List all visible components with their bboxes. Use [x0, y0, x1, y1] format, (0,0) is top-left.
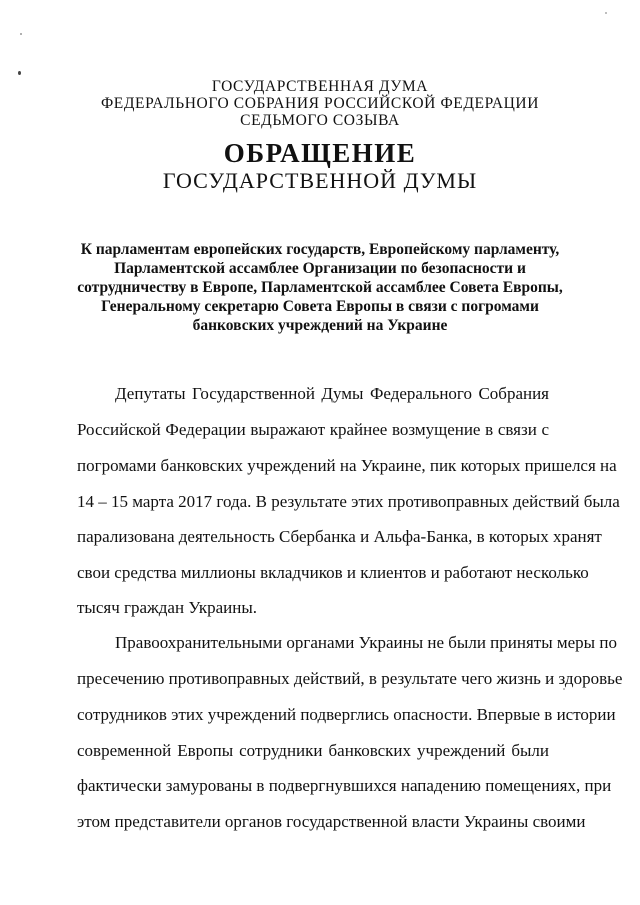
- body-line: современной Европы сотрудники банковских учреждений были: [77, 741, 549, 760]
- body-line: Депутаты Государственной Думы Федерального Собрания: [115, 384, 549, 403]
- body-line: свои средства миллионы вкладчиков и клиентов и работают несколько: [77, 563, 589, 582]
- body-line: тысяч граждан Украины.: [77, 598, 258, 617]
- document-subtitle: ГОСУДАРСТВЕННОЙ ДУМЫ: [162, 168, 478, 193]
- body-line: пресечению противоправных действий, в результате чего жизнь и здоровье: [77, 669, 623, 688]
- address-block: [0, 240, 640, 335]
- body-line: Правоохранительными органами Украины не были приняты меры по: [115, 633, 617, 652]
- issuer-line-2: ФЕДЕРАЛЬНОГО СОБРАНИЯ РОССИЙСКОЙ ФЕДЕРАЦИИ: [100, 95, 540, 112]
- address-line: сотрудничеству в Европе, Парламентской ассамблее Совета Европы,: [77, 279, 563, 296]
- body-line: Российской Федерации выражают крайнее возмущение в связи с: [77, 420, 549, 439]
- address-line: банковских учреждений на Украине: [192, 317, 448, 334]
- address-line: Парламентской ассамблее Организации по безопасности и: [114, 260, 526, 277]
- body-line: этом представители органов государственной власти Украины своими: [77, 812, 586, 831]
- body-line: 14 – 15 марта 2017 года. В результате этих противоправных действий была: [77, 492, 620, 511]
- body-line: фактически замурованы в подвергнувшихся нападению помещениях, при: [77, 776, 612, 795]
- scan-speck: [20, 33, 22, 35]
- address-line: К парламентам европейских государств, Европейскому парламенту,: [80, 241, 560, 258]
- issuer-header: [0, 78, 640, 129]
- body-line: сотрудников этих учреждений подверглись опасности. Впервые в истории: [77, 705, 616, 724]
- address-line: Генеральному секретарю Совета Европы в связи с погромами: [101, 298, 539, 315]
- issuer-line-3: СЕДЬМОГО СОЗЫВА: [240, 112, 400, 129]
- scan-speck: [563, 688, 565, 690]
- body-line: парализована деятельность Сбербанка и Альфа-Банка, в которых хранят: [77, 527, 602, 546]
- scan-speck: [18, 71, 21, 75]
- document-title: ОБРАЩЕНИЕ: [223, 138, 417, 168]
- body-line: погромами банковских учреждений на Украине, пик которых пришелся на: [77, 456, 617, 475]
- scan-speck: [605, 12, 607, 14]
- issuer-line-1: ГОСУДАРСТВЕННАЯ ДУМА: [211, 78, 429, 95]
